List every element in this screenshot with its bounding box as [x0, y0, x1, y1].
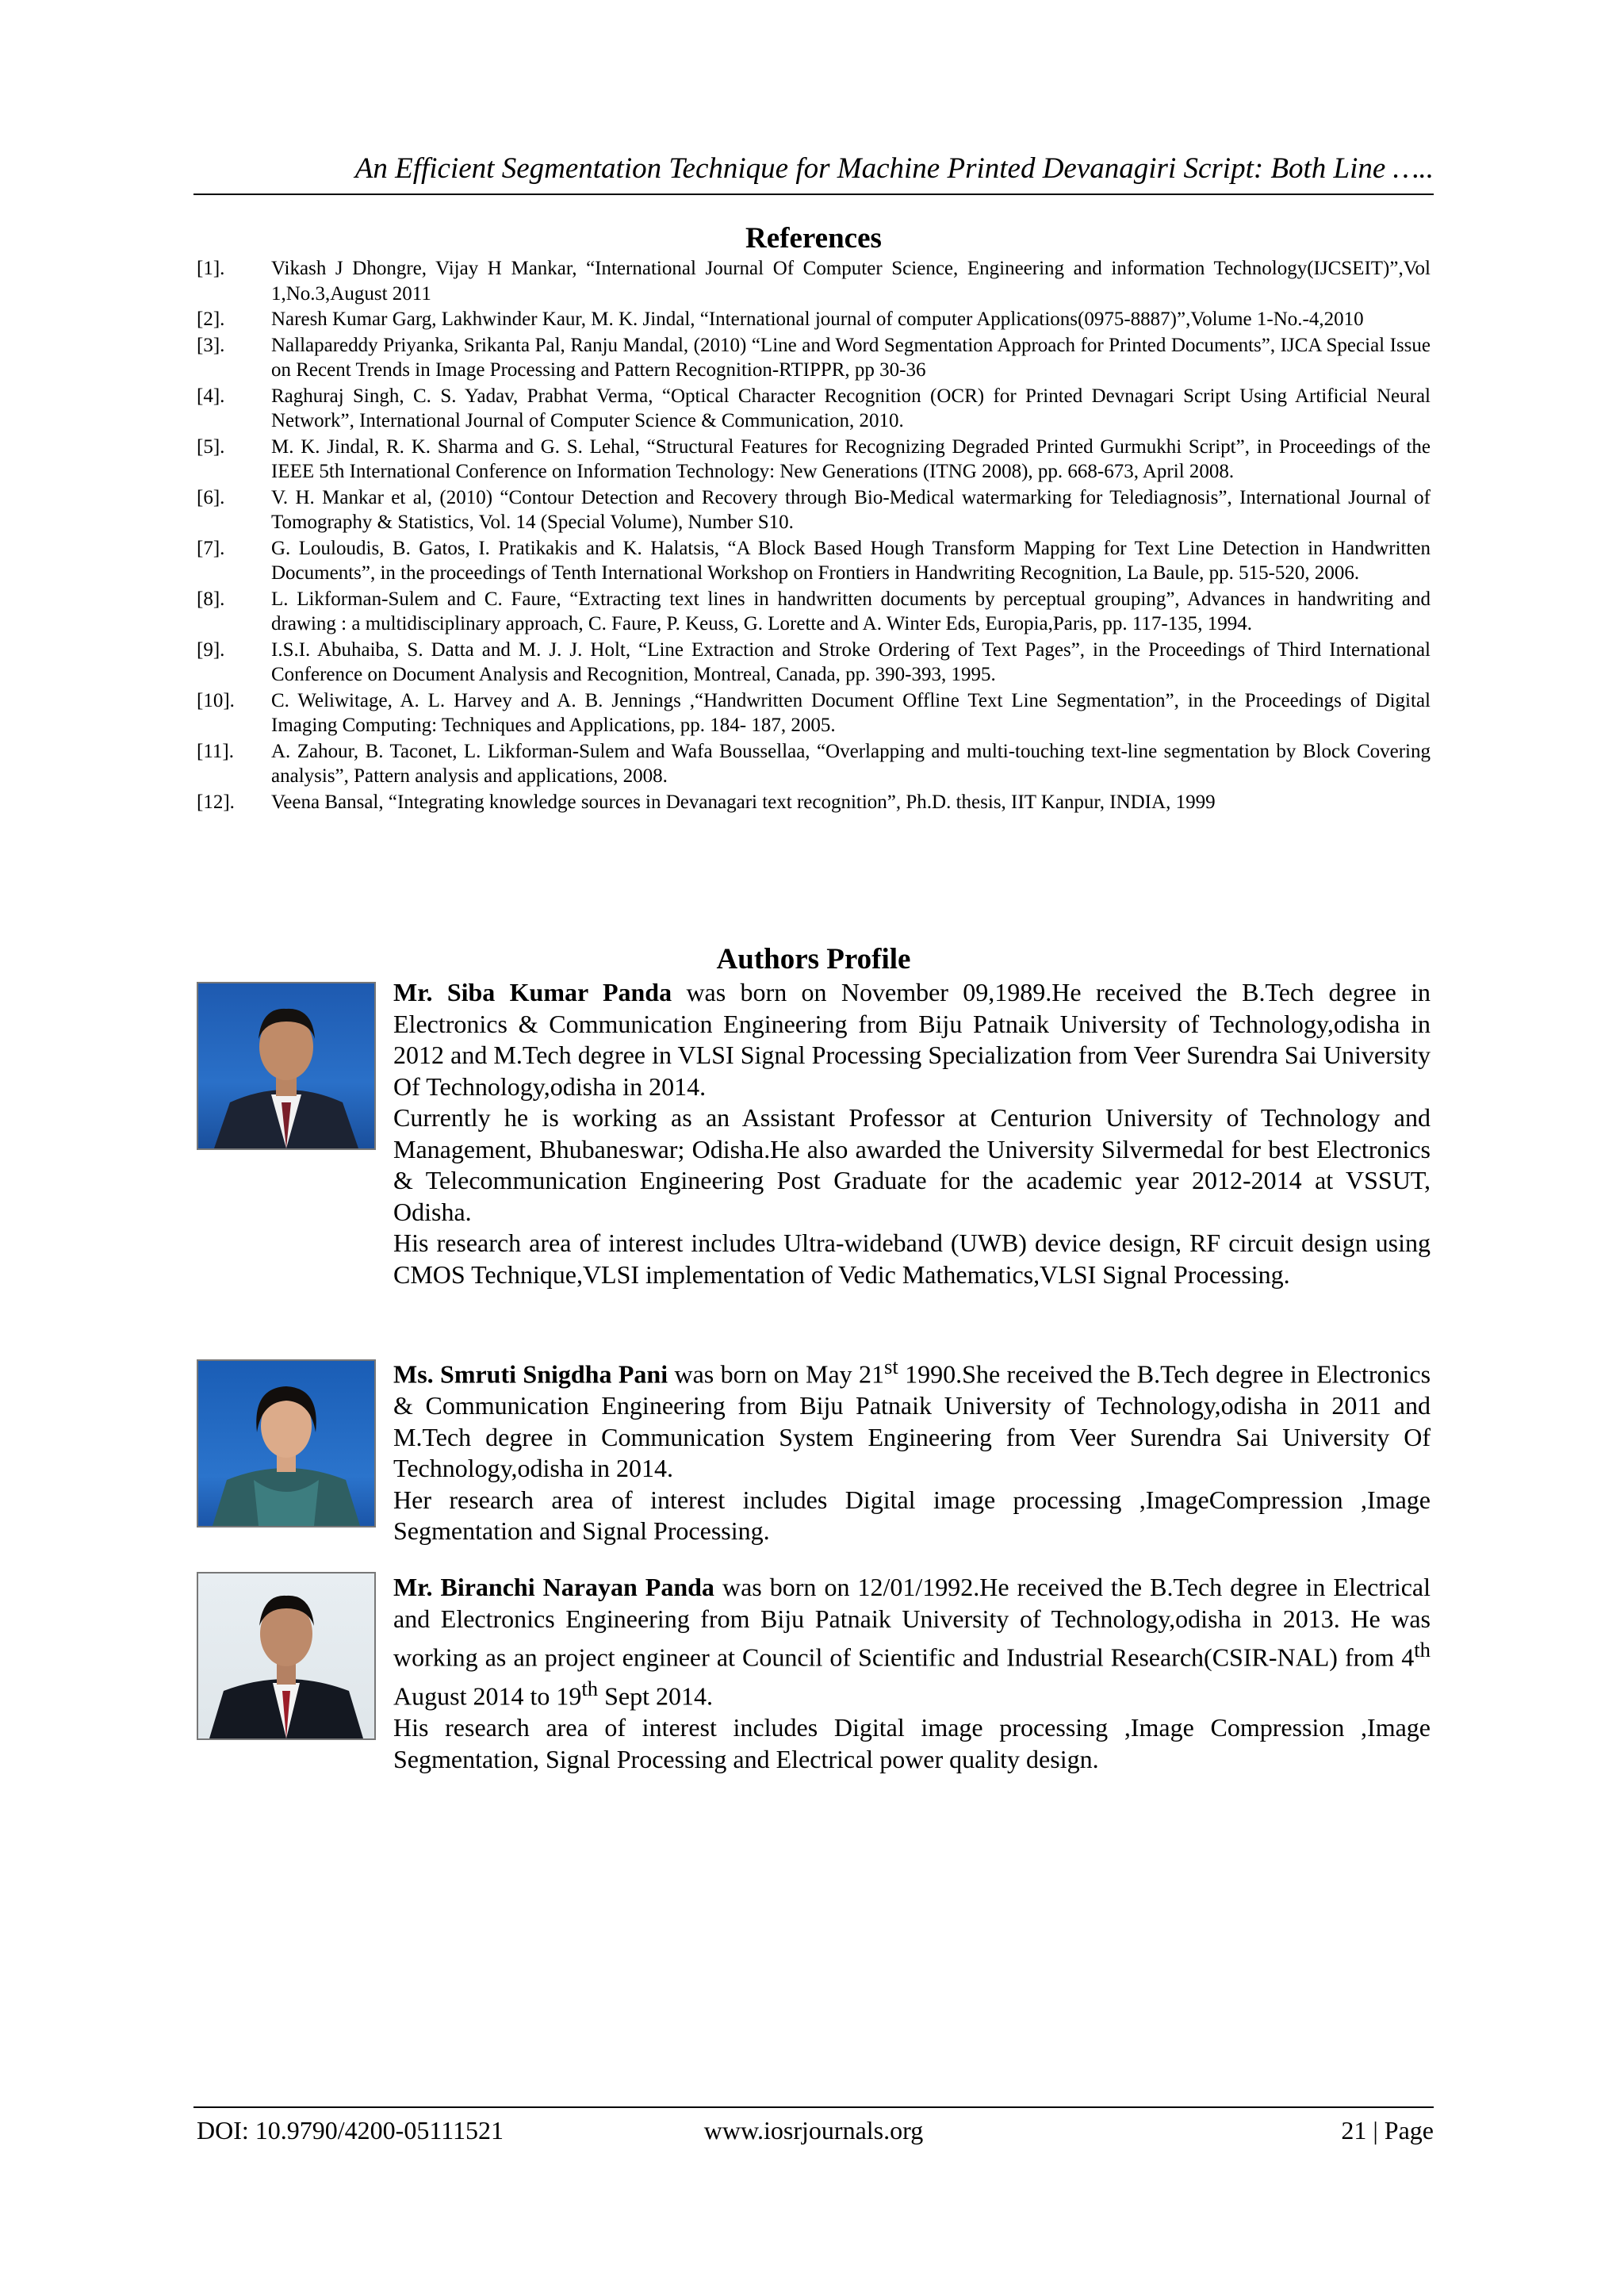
reference-number: [4].: [197, 385, 225, 407]
reference-text: C. Weliwitage, A. L. Harvey and A. B. Jennings ,“Handwritten Document Offline Text Line Segmentation”, in the Proceedings of Digital Imaging Computing: Techniques and Applications, pp. 184- 187, 2005.: [271, 689, 1431, 736]
bio-text: August 2014 to 19: [393, 1681, 582, 1711]
bio-text: was born on November 09,1989.He received the B.Tech degree in Electronics & Communication Engineering from Biju Patnaik University of Technology,odisha in 2012 and M.Tech degree in VLSI Signal Processing Specialization from Veer Surendra Sai University Of Technology,odisha in 2014.: [393, 978, 1431, 1101]
reference-text: L. Likforman-Sulem and C. Faure, “Extracting text lines in handwritten documents by perceptual grouping”, Advances in handwriting and drawing : a multidisciplinary approach, C. Faure, P. Keuss, G. Lorette and A. Winter Eds, Europia,Paris, pp. 117-135, 1994.: [271, 588, 1431, 634]
author-photo: [197, 1359, 376, 1527]
reference-number: [9].: [197, 638, 225, 661]
bio-paragraph: [393, 1351, 1431, 1485]
reference-item: [197, 739, 1431, 789]
footer-doi: DOI: 10.9790/4200-05111521: [197, 2116, 504, 2145]
author-bio: [393, 1572, 1431, 1775]
bio-paragraph: His research area of interest includes Ultra-wideband (UWB) device design, RF circuit design using CMOS Technique,VLSI implementation of Vedic Mathematics,VLSI Signal Processing.: [393, 1228, 1431, 1289]
reference-number: [11].: [197, 740, 234, 762]
reference-text: A. Zahour, B. Taconet, L. Likforman-Sulem and Wafa Boussellaa, “Overlapping and multi-touching text-line segmentation by Block Covering analysis”, Pattern analysis and applications, 2008.: [271, 740, 1431, 787]
reference-item: [197, 307, 1431, 332]
reference-text: M. K. Jindal, R. K. Sharma and G. S. Lehal, “Structural Features for Recognizing Degraded Printed Gurmukhi Script”, in Proceedings of the IEEE 5th International Conference on Information Technology: New Generations (ITNG 2008), pp. 668-673, April 2008.: [271, 435, 1431, 482]
authors-profile-title: Authors Profile: [716, 943, 911, 976]
references-title: References: [745, 222, 882, 255]
author-name: Ms. Smruti Snigdha Pani: [393, 1359, 668, 1389]
page-footer: [193, 2106, 1434, 2145]
reference-number: [6].: [197, 486, 225, 508]
reference-number: [2].: [197, 309, 225, 330]
reference-text: Vikash J Dhongre, Vijay H Mankar, “International Journal Of Computer Science, Engineering and information Technology(IJCSEIT)”,Vol 1,No.3,August 2011: [271, 258, 1431, 305]
superscript: th: [581, 1677, 599, 1701]
author-name: Mr. Siba Kumar Panda: [393, 978, 672, 1006]
running-head: An Efficient Segmentation Technique for Machine Printed Devanagiri Script: Both Line …..: [193, 151, 1434, 195]
bio-paragraph: Currently he is working as an Assistant Professor at Centurion University of Technology and Management, Bhubaneswar; Odisha.He also awarded the University Silvermedal for best Electronics & Telecommunication Engineering Post Graduate for the academic year 2012-2014 at VSSUT, Odisha.: [393, 1103, 1431, 1226]
author-profile: [193, 1572, 1434, 1810]
superscript: st: [884, 1355, 898, 1378]
bio-text: was born on 12/01/1992.He received the B.Tech degree in Electrical and Electronics Engineering from Biju Patnaik University of Technology,odisha in 2013. He was working as an project engineer at Council of Scientific and Industrial Research(CSIR-NAL) from 4: [393, 1573, 1431, 1672]
bio-text: Sept 2014.: [598, 1681, 713, 1711]
footer-page-number: 21 | Page: [1341, 2116, 1434, 2145]
reference-item: [197, 587, 1431, 637]
bio-text: 1990.She received the B.Tech degree in Electronics & Communication Engineering from Biju Patnaik University of Technology,odisha in 2011 and M.Tech degree in Communication System Engineering from Veer Surendra Sai University Of Technology,odisha in 2014.: [393, 1359, 1431, 1483]
reference-text: G. Louloudis, B. Gatos, I. Pratikakis and K. Halatsis, “A Block Based Hough Transform Mapping for Text Line Detection in Handwritten Documents”, in the proceedings of Tenth International Workshop on Frontiers in Handwriting Recognition, La Baule, pp. 515-520, 2006.: [271, 537, 1431, 584]
reference-number: [5].: [197, 435, 225, 458]
author-photo: [197, 1572, 376, 1740]
reference-text: Veena Bansal, “Integrating knowledge sources in Devanagari text recognition”, Ph.D. thesis, IIT Kanpur, INDIA, 1999: [271, 791, 1216, 813]
reference-item: [197, 384, 1431, 434]
portrait-icon: [198, 1573, 374, 1738]
reference-number: [12].: [197, 791, 235, 813]
reference-item: [197, 688, 1431, 738]
reference-item: [197, 256, 1431, 306]
author-photo: [197, 982, 376, 1150]
references-list: [197, 256, 1431, 815]
reference-item: [197, 435, 1431, 485]
author-bio: [393, 977, 1431, 1290]
bio-text: was born on May 21: [668, 1359, 885, 1389]
reference-text: Nallapareddy Priyanka, Srikanta Pal, Ranju Mandal, (2010) “Line and Word Segmentation Approach for Printed Documents”, IJCA Special Issue on Recent Trends in Image Processing and Pattern Recognition-RTIPPR, pp 30-36: [271, 334, 1431, 381]
reference-item: [197, 485, 1431, 535]
bio-paragraph: [393, 977, 1431, 1102]
reference-number: [8].: [197, 588, 225, 610]
reference-number: [1].: [197, 258, 225, 279]
reference-item: [197, 333, 1431, 383]
author-bio: [393, 1351, 1431, 1547]
reference-number: [10].: [197, 689, 235, 711]
author-profile: [193, 1351, 1434, 1589]
bio-paragraph: Her research area of interest includes Digital image processing ,ImageCompression ,Image Segmentation and Signal Processing.: [393, 1485, 1431, 1546]
author-name: Mr. Biranchi Narayan Panda: [393, 1573, 714, 1601]
superscript: th: [1414, 1638, 1431, 1662]
reference-item: [197, 536, 1431, 586]
bio-paragraph: [393, 1572, 1431, 1712]
reference-text: Naresh Kumar Garg, Lakhwinder Kaur, M. K. Jindal, “International journal of computer Applications(0975-8887)”,Volume 1-No.-4,2010: [271, 309, 1364, 330]
reference-number: [7].: [197, 537, 225, 559]
reference-item: [197, 638, 1431, 688]
reference-text: I.S.I. Abuhaiba, S. Datta and M. J. J. Holt, “Line Extraction and Stroke Ordering of Text Pages”, in the Proceedings of Third International Conference on Document Analysis and Recognition, Montreal, Canada, pp. 390-393, 1995.: [271, 638, 1431, 685]
portrait-icon: [198, 983, 374, 1148]
footer-journal-site: www.iosrjournals.org: [703, 2116, 924, 2145]
reference-item: [197, 790, 1431, 815]
reference-number: [3].: [197, 334, 225, 356]
bio-paragraph: His research area of interest includes Digital image processing ,Image Compression ,Image Segmentation, Signal Processing and Electrical power quality design.: [393, 1713, 1431, 1773]
portrait-icon: [198, 1361, 374, 1526]
author-profile: [193, 977, 1434, 1289]
reference-text: Raghuraj Singh, C. S. Yadav, Prabhat Verma, “Optical Character Recognition (OCR) for Printed Devnagari Script Using Artificial Neural Network”, International Journal of Computer Science & Communication, 2010.: [271, 385, 1431, 431]
reference-text: V. H. Mankar et al, (2010) “Contour Detection and Recovery through Bio-Medical watermarking for Telediagnosis”, International Journal of Tomography & Statistics, Vol. 14 (Special Volume), Number S10.: [271, 486, 1431, 533]
